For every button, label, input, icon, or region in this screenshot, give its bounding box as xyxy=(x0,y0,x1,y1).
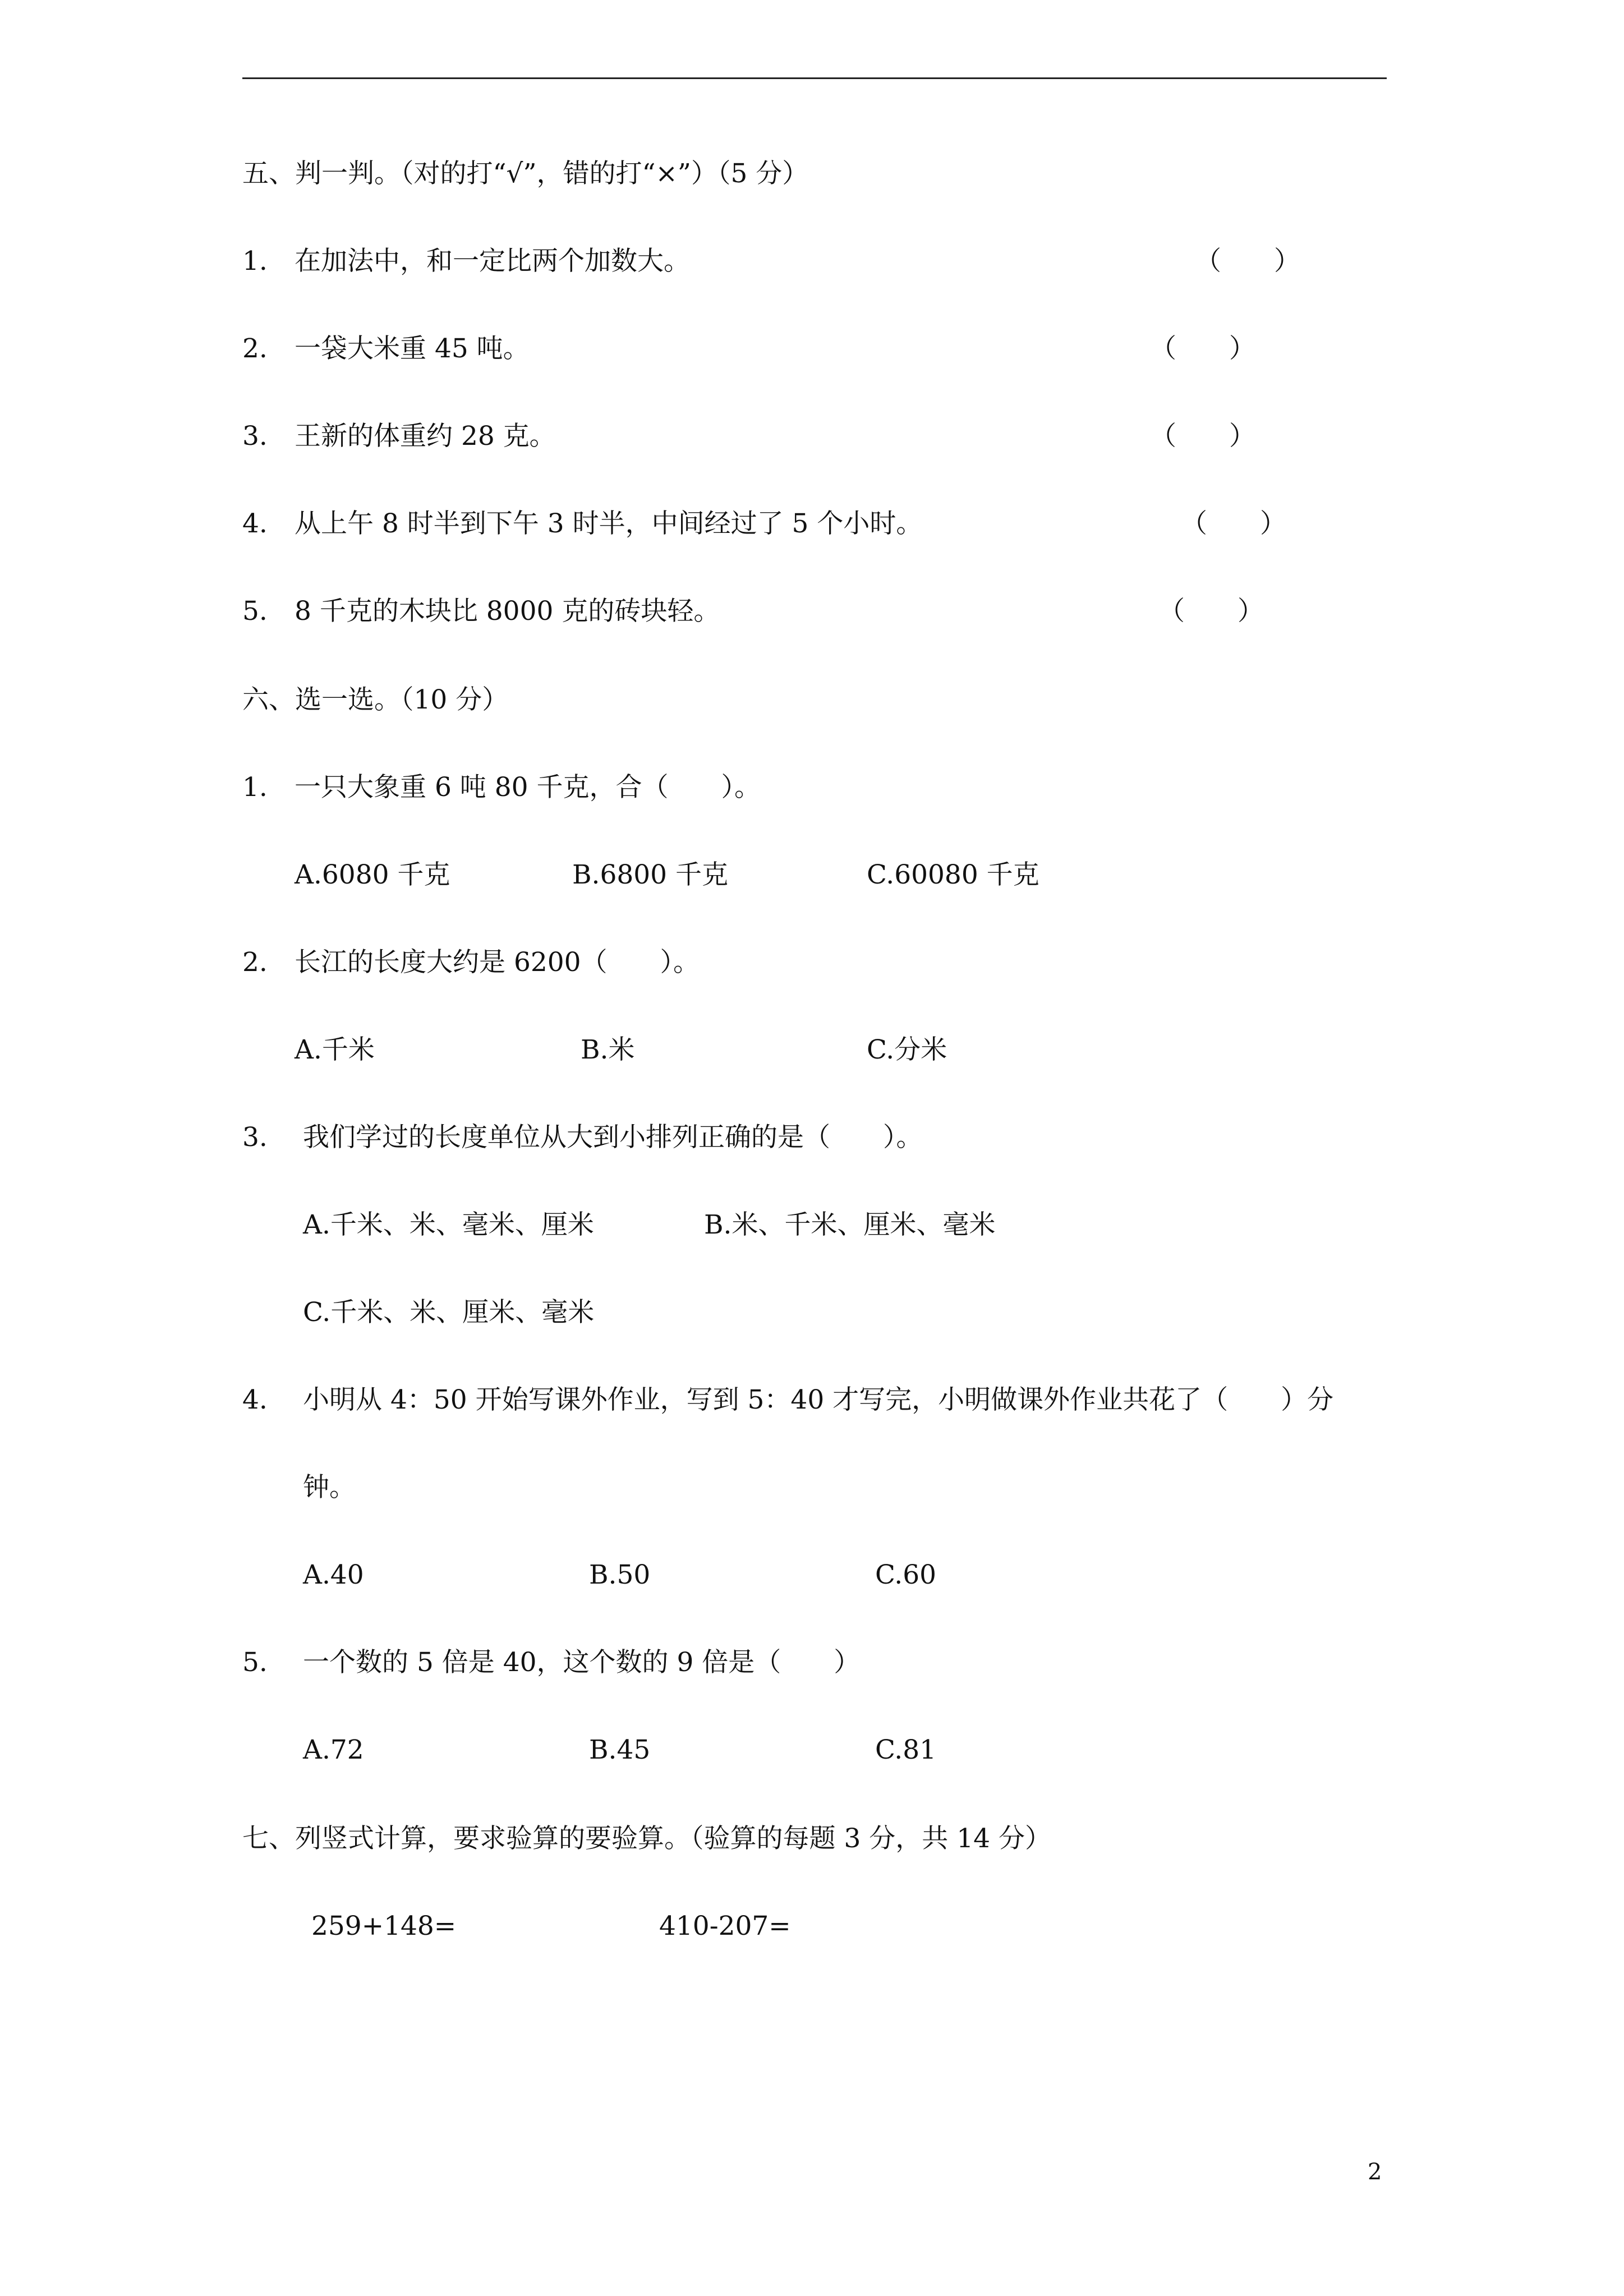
section6-q3-text: 我们学过的长度单位从大到小排列正确的是（ ）。 xyxy=(303,1122,923,1153)
section6-q5-option-c: C.81 xyxy=(875,1734,937,1765)
section6-q5-option-b: B.45 xyxy=(589,1734,651,1765)
section6-q5-text: 一个数的 5 倍是 40，这个数的 9 倍是（ ） xyxy=(303,1647,861,1678)
section5-item-4-number: 4. xyxy=(242,508,268,539)
section5-item-3-answer-blank: （ ） xyxy=(1150,421,1255,452)
section6-q3-option-b: B.米、千米、厘米、毫米 xyxy=(704,1209,996,1240)
section6-q1-number: 1. xyxy=(242,772,268,803)
section5-item-3-text: 王新的体重约 28 克。 xyxy=(295,421,556,452)
section6-q1-option-b: B.6800 千克 xyxy=(572,859,729,890)
section5-item-4-text: 从上午 8 时半到下午 3 时半，中间经过了 5 个小时。 xyxy=(295,508,923,539)
section6-q4-text: 小明从 4：50 开始写课外作业，写到 5：40 才写完，小明做课外作业共花了（ ）分 xyxy=(303,1384,1334,1415)
section5-item-2-text: 一袋大米重 45 吨。 xyxy=(295,333,530,364)
section6-q4-text-continued: 钟。 xyxy=(303,1472,356,1503)
section6-q2-text: 长江的长度大约是 6200（ ）。 xyxy=(295,947,700,978)
section6-q1-option-c: C.60080 千克 xyxy=(867,859,1039,890)
section6-q2-option-c: C.分米 xyxy=(867,1034,947,1065)
section6-q1-option-a: A.6080 千克 xyxy=(295,859,450,890)
section6-q3-number: 3. xyxy=(242,1122,268,1153)
page-number: 2 xyxy=(1368,2159,1382,2185)
section6-q3-option-c: C.千米、米、厘米、毫米 xyxy=(303,1297,595,1328)
section5-item-1-number: 1. xyxy=(242,246,268,277)
section7-exercise-2: 410-207= xyxy=(659,1911,791,1941)
section6-heading: 六、选一选。（10 分） xyxy=(242,684,509,715)
section6-q4-option-a: A.40 xyxy=(303,1559,364,1590)
section6-q2-option-a: A.千米 xyxy=(295,1034,375,1065)
section6-q4-option-c: C.60 xyxy=(875,1559,937,1590)
section6-q3-option-a: A.千米、米、毫米、厘米 xyxy=(303,1209,594,1240)
section7-exercise-1: 259+148= xyxy=(311,1911,457,1941)
section6-q4-option-b: B.50 xyxy=(589,1559,651,1590)
section5-item-3-number: 3. xyxy=(242,421,268,452)
section6-q2-number: 2. xyxy=(242,947,268,978)
section5-item-1-answer-blank: （ ） xyxy=(1195,246,1300,277)
section6-q5-option-a: A.72 xyxy=(303,1734,364,1765)
section6-q1-text: 一只大象重 6 吨 80 千克，合（ ）。 xyxy=(295,772,761,803)
section5-heading: 五、判一判。（对的打“√”，错的打“×”）（5 分） xyxy=(242,158,809,189)
section7-heading: 七、列竖式计算，要求验算的要验算。（验算的每题 3 分，共 14 分） xyxy=(242,1823,1051,1854)
header-rule xyxy=(242,77,1387,79)
section6-q4-number: 4. xyxy=(242,1384,268,1415)
section5-item-4-answer-blank: （ ） xyxy=(1181,508,1286,539)
section5-item-5-number: 5. xyxy=(242,596,268,627)
section5-item-2-number: 2. xyxy=(242,333,268,364)
section5-item-2-answer-blank: （ ） xyxy=(1150,333,1255,364)
section6-q2-option-b: B.米 xyxy=(581,1034,635,1065)
section6-q5-number: 5. xyxy=(242,1647,268,1678)
section5-item-5-text: 8 千克的木块比 8000 克的砖块轻。 xyxy=(295,596,720,627)
section5-item-5-answer-blank: （ ） xyxy=(1158,596,1264,627)
section5-item-1-text: 在加法中，和一定比两个加数大。 xyxy=(295,246,690,277)
